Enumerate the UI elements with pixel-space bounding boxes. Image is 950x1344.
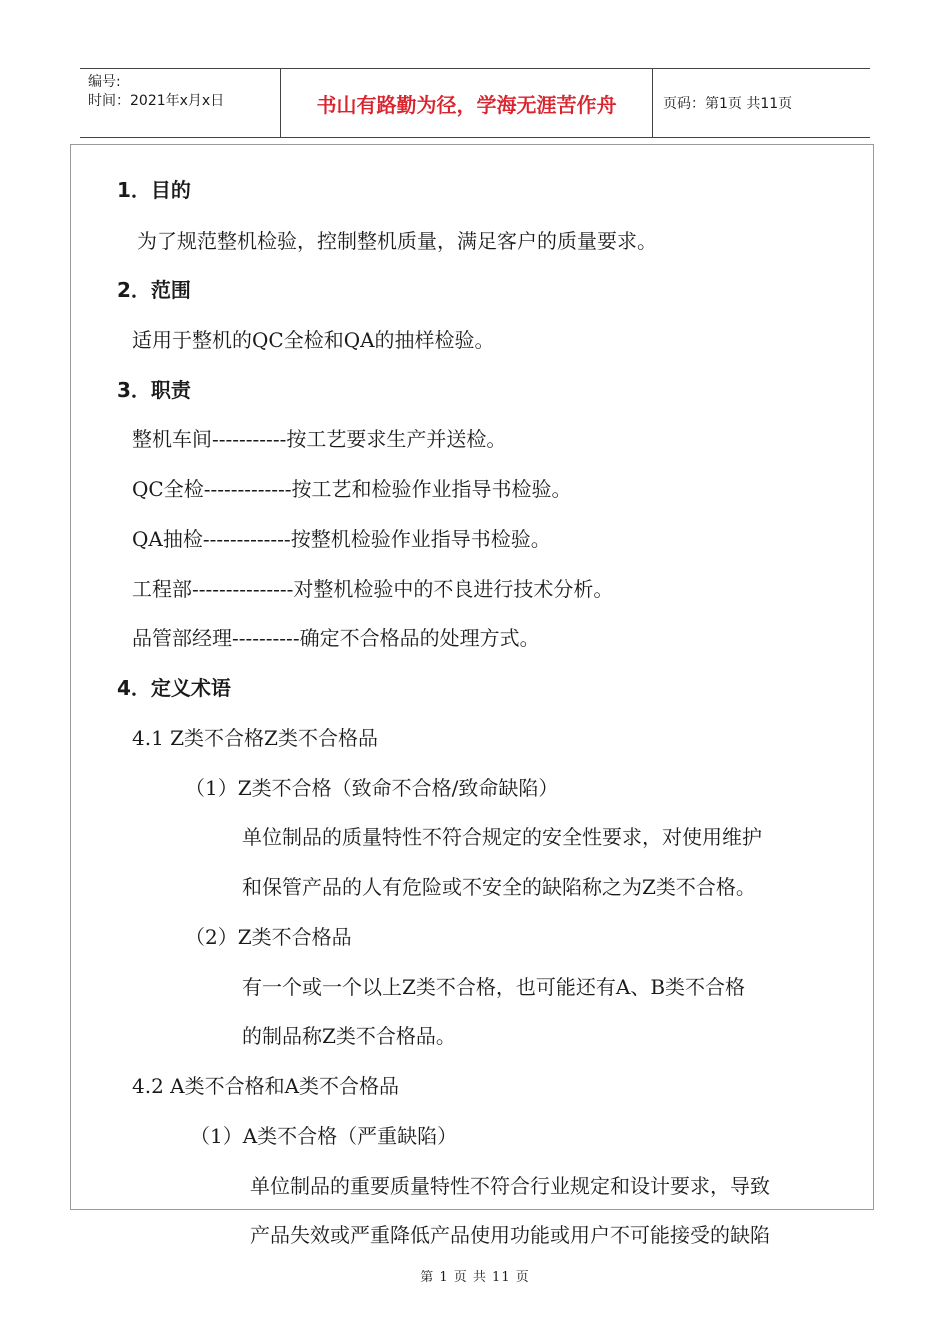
doc-time-label: 时间：2021年x月x日 [88, 93, 225, 109]
responsibility-qm-manager: 品管部经理----------确定不合格品的处理方式。 [132, 626, 540, 650]
doc-code-label: 编号: [88, 74, 121, 90]
item-4-1-1-heading: （1）Z类不合格（致命不合格/致命缺陷） [185, 776, 559, 800]
header-page-number: 页码：第1页 共11页 [663, 96, 793, 112]
section-2-text: 适用于整机的QC全检和QA的抽样检验。 [132, 328, 495, 352]
header-motto: 书山有路勤为径，学海无涯苦作舟 [281, 69, 653, 137]
item-4-1-2-text-line-2: 的制品称Z类不合格品。 [242, 1024, 456, 1048]
item-4-1-2-heading: （2）Z类不合格品 [185, 925, 352, 949]
item-4-2-1-heading: （1）A类不合格（严重缺陷） [190, 1124, 458, 1148]
responsibility-workshop: 整机车间-----------按工艺要求生产并送检。 [132, 427, 507, 451]
section-2-heading: 2．范围 [117, 278, 191, 302]
subsection-4-2-heading: 4.2 A类不合格和A类不合格品 [132, 1074, 400, 1098]
item-4-2-1-text-line-2: 产品失效或严重降低产品使用功能或用户不可能接受的缺陷 [250, 1223, 770, 1247]
item-4-2-1-text-line-1: 单位制品的重要质量特性不符合行业规定和设计要求，导致 [250, 1174, 770, 1198]
item-4-1-1-text-line-1: 单位制品的质量特性不符合规定的安全性要求，对使用维护 [242, 825, 762, 849]
page-footer: 第 1 页 共 11 页 [420, 1270, 530, 1285]
responsibility-qc: QC全检-------------按工艺和检验作业指导书检验。 [132, 477, 572, 501]
section-1-heading: 1．目的 [117, 178, 191, 202]
section-1-text: 为了规范整机检验，控制整机质量，满足客户的质量要求。 [137, 229, 657, 253]
section-4-heading: 4．定义术语 [117, 676, 231, 700]
subsection-4-1-heading: 4.1 Z类不合格Z类不合格品 [132, 726, 378, 750]
responsibility-qa: QA抽检-------------按整机检验作业指导书检验。 [132, 527, 551, 551]
responsibility-engineering: 工程部---------------对整机检验中的不良进行技术分析。 [132, 577, 614, 601]
document-header [80, 68, 870, 138]
item-4-1-2-text-line-1: 有一个或一个以上Z类不合格，也可能还有A、B类不合格 [242, 975, 746, 999]
item-4-1-1-text-line-2: 和保管产品的人有危险或不安全的缺陷称之为Z类不合格。 [242, 875, 756, 899]
header-meta-cell [80, 69, 281, 137]
section-3-heading: 3．职责 [117, 378, 191, 402]
